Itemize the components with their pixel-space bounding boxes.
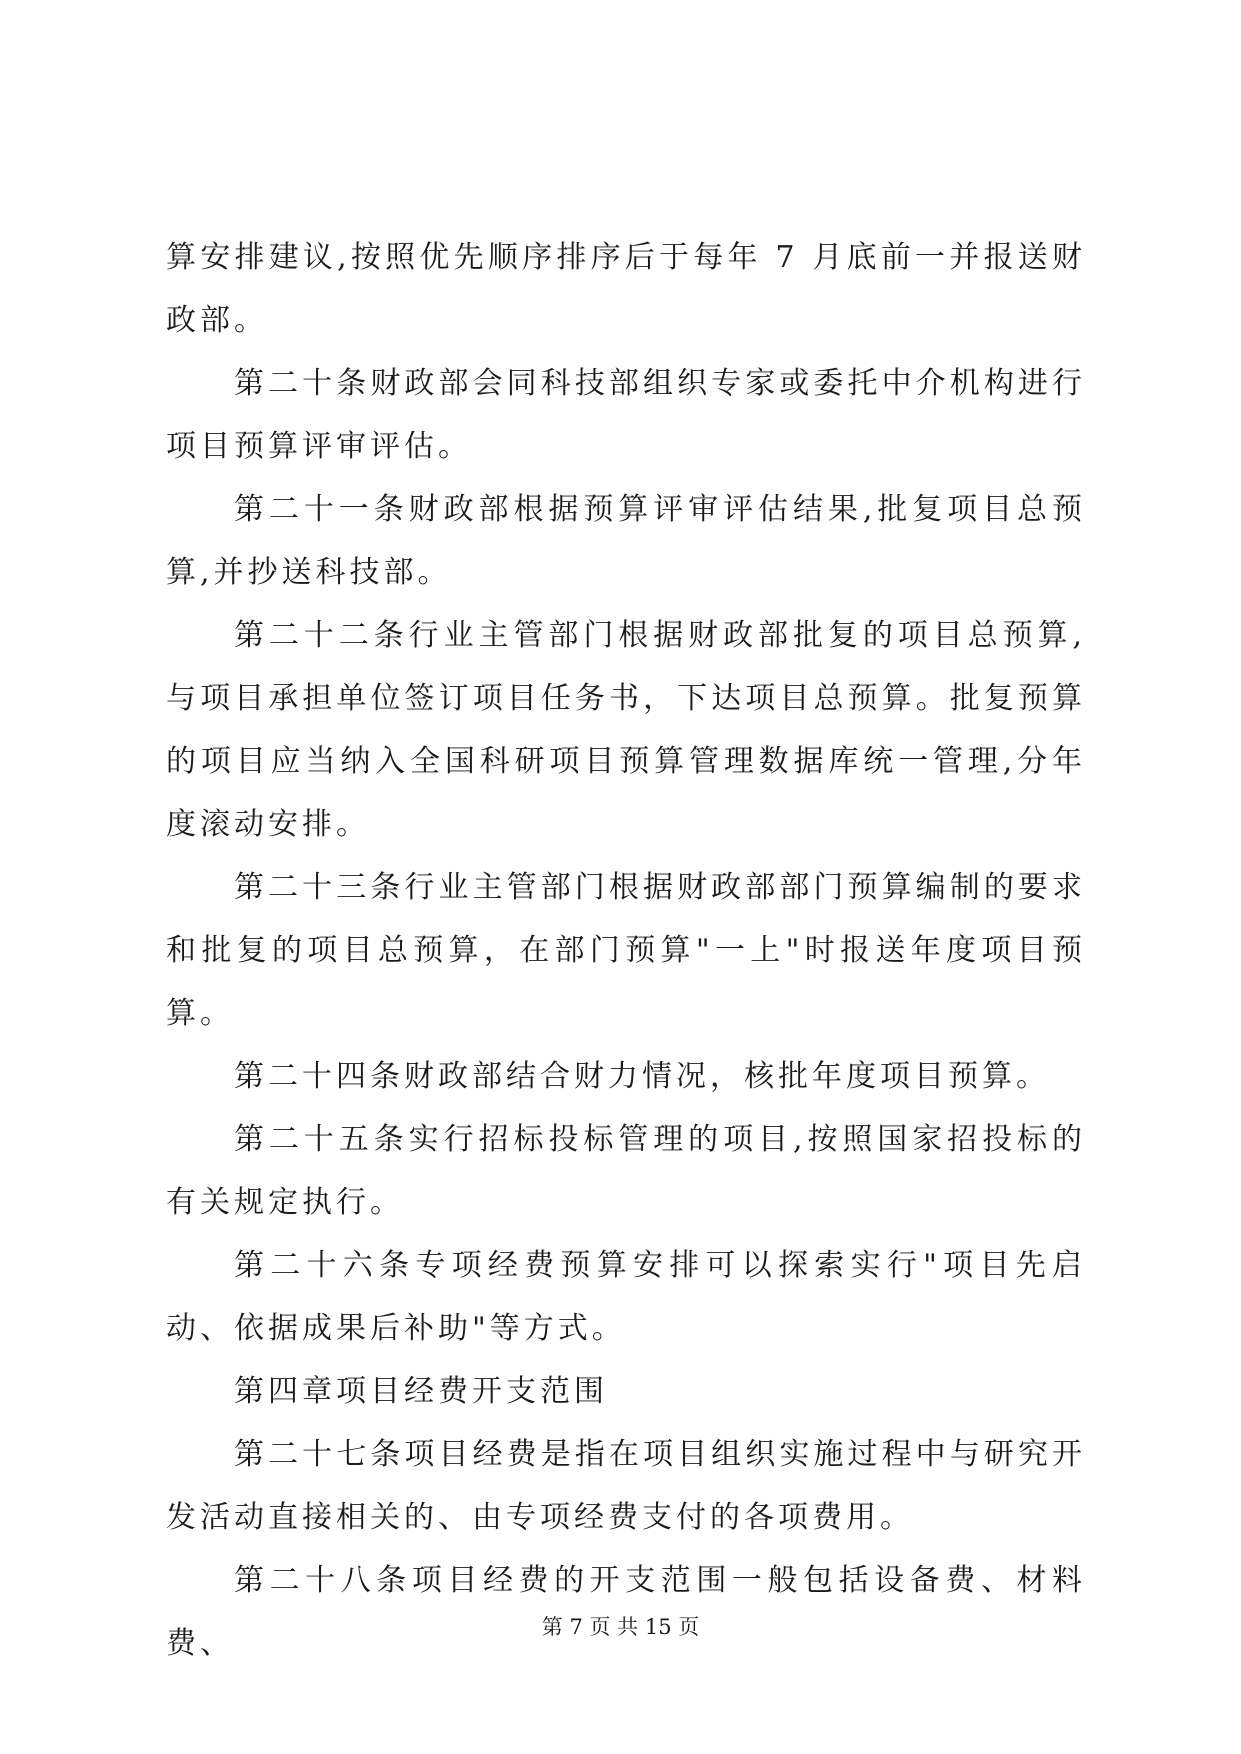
document-body <box>166 226 1086 1675</box>
paragraph: 第二十三条行业主管部门根据财政部部门预算编制的要求和批复的项目总预算，在部门预算"一上"时报送年度项目预算。 <box>166 870 1086 1031</box>
paragraph: 第二十八条项目经费的开支范围一般包括设备费、材料费、 <box>166 1563 1086 1661</box>
paragraph: 算安排建议,按照优先顺序排序后于每年 7 月底前一并报送财政部。 <box>166 240 1086 338</box>
chapter-heading: 第四章项目经费开支范围 <box>234 1374 608 1409</box>
paragraph: 第二十六条专项经费预算安排可以探索实行"项目先启动、依据成果后补助"等方式。 <box>166 1248 1086 1346</box>
paragraph: 第二十二条行业主管部门根据财政部批复的项目总预算,与项目承担单位签订项目任务书，下达项目总预算。批复预算的项目应当纳入全国科研项目预算管理数据库统一管理,分年度滚动安排。 <box>166 618 1086 842</box>
paragraph: 第二十条财政部会同科技部组织专家或委托中介机构进行项目预算评审评估。 <box>166 366 1086 464</box>
paragraph: 第二十四条财政部结合财力情况，核批年度项目预算。 <box>234 1059 1050 1094</box>
page-number-footer: 第 7 页 共 15 页 <box>541 1615 700 1639</box>
paragraph: 第二十五条实行招标投标管理的项目,按照国家招投标的有关规定执行。 <box>166 1122 1086 1220</box>
paragraph: 第二十七条项目经费是指在项目组织实施过程中与研究开发活动直接相关的、由专项经费支付的各项费用。 <box>166 1437 1086 1535</box>
paragraph: 第二十一条财政部根据预算评审评估结果,批复项目总预算,并抄送科技部。 <box>166 492 1086 590</box>
